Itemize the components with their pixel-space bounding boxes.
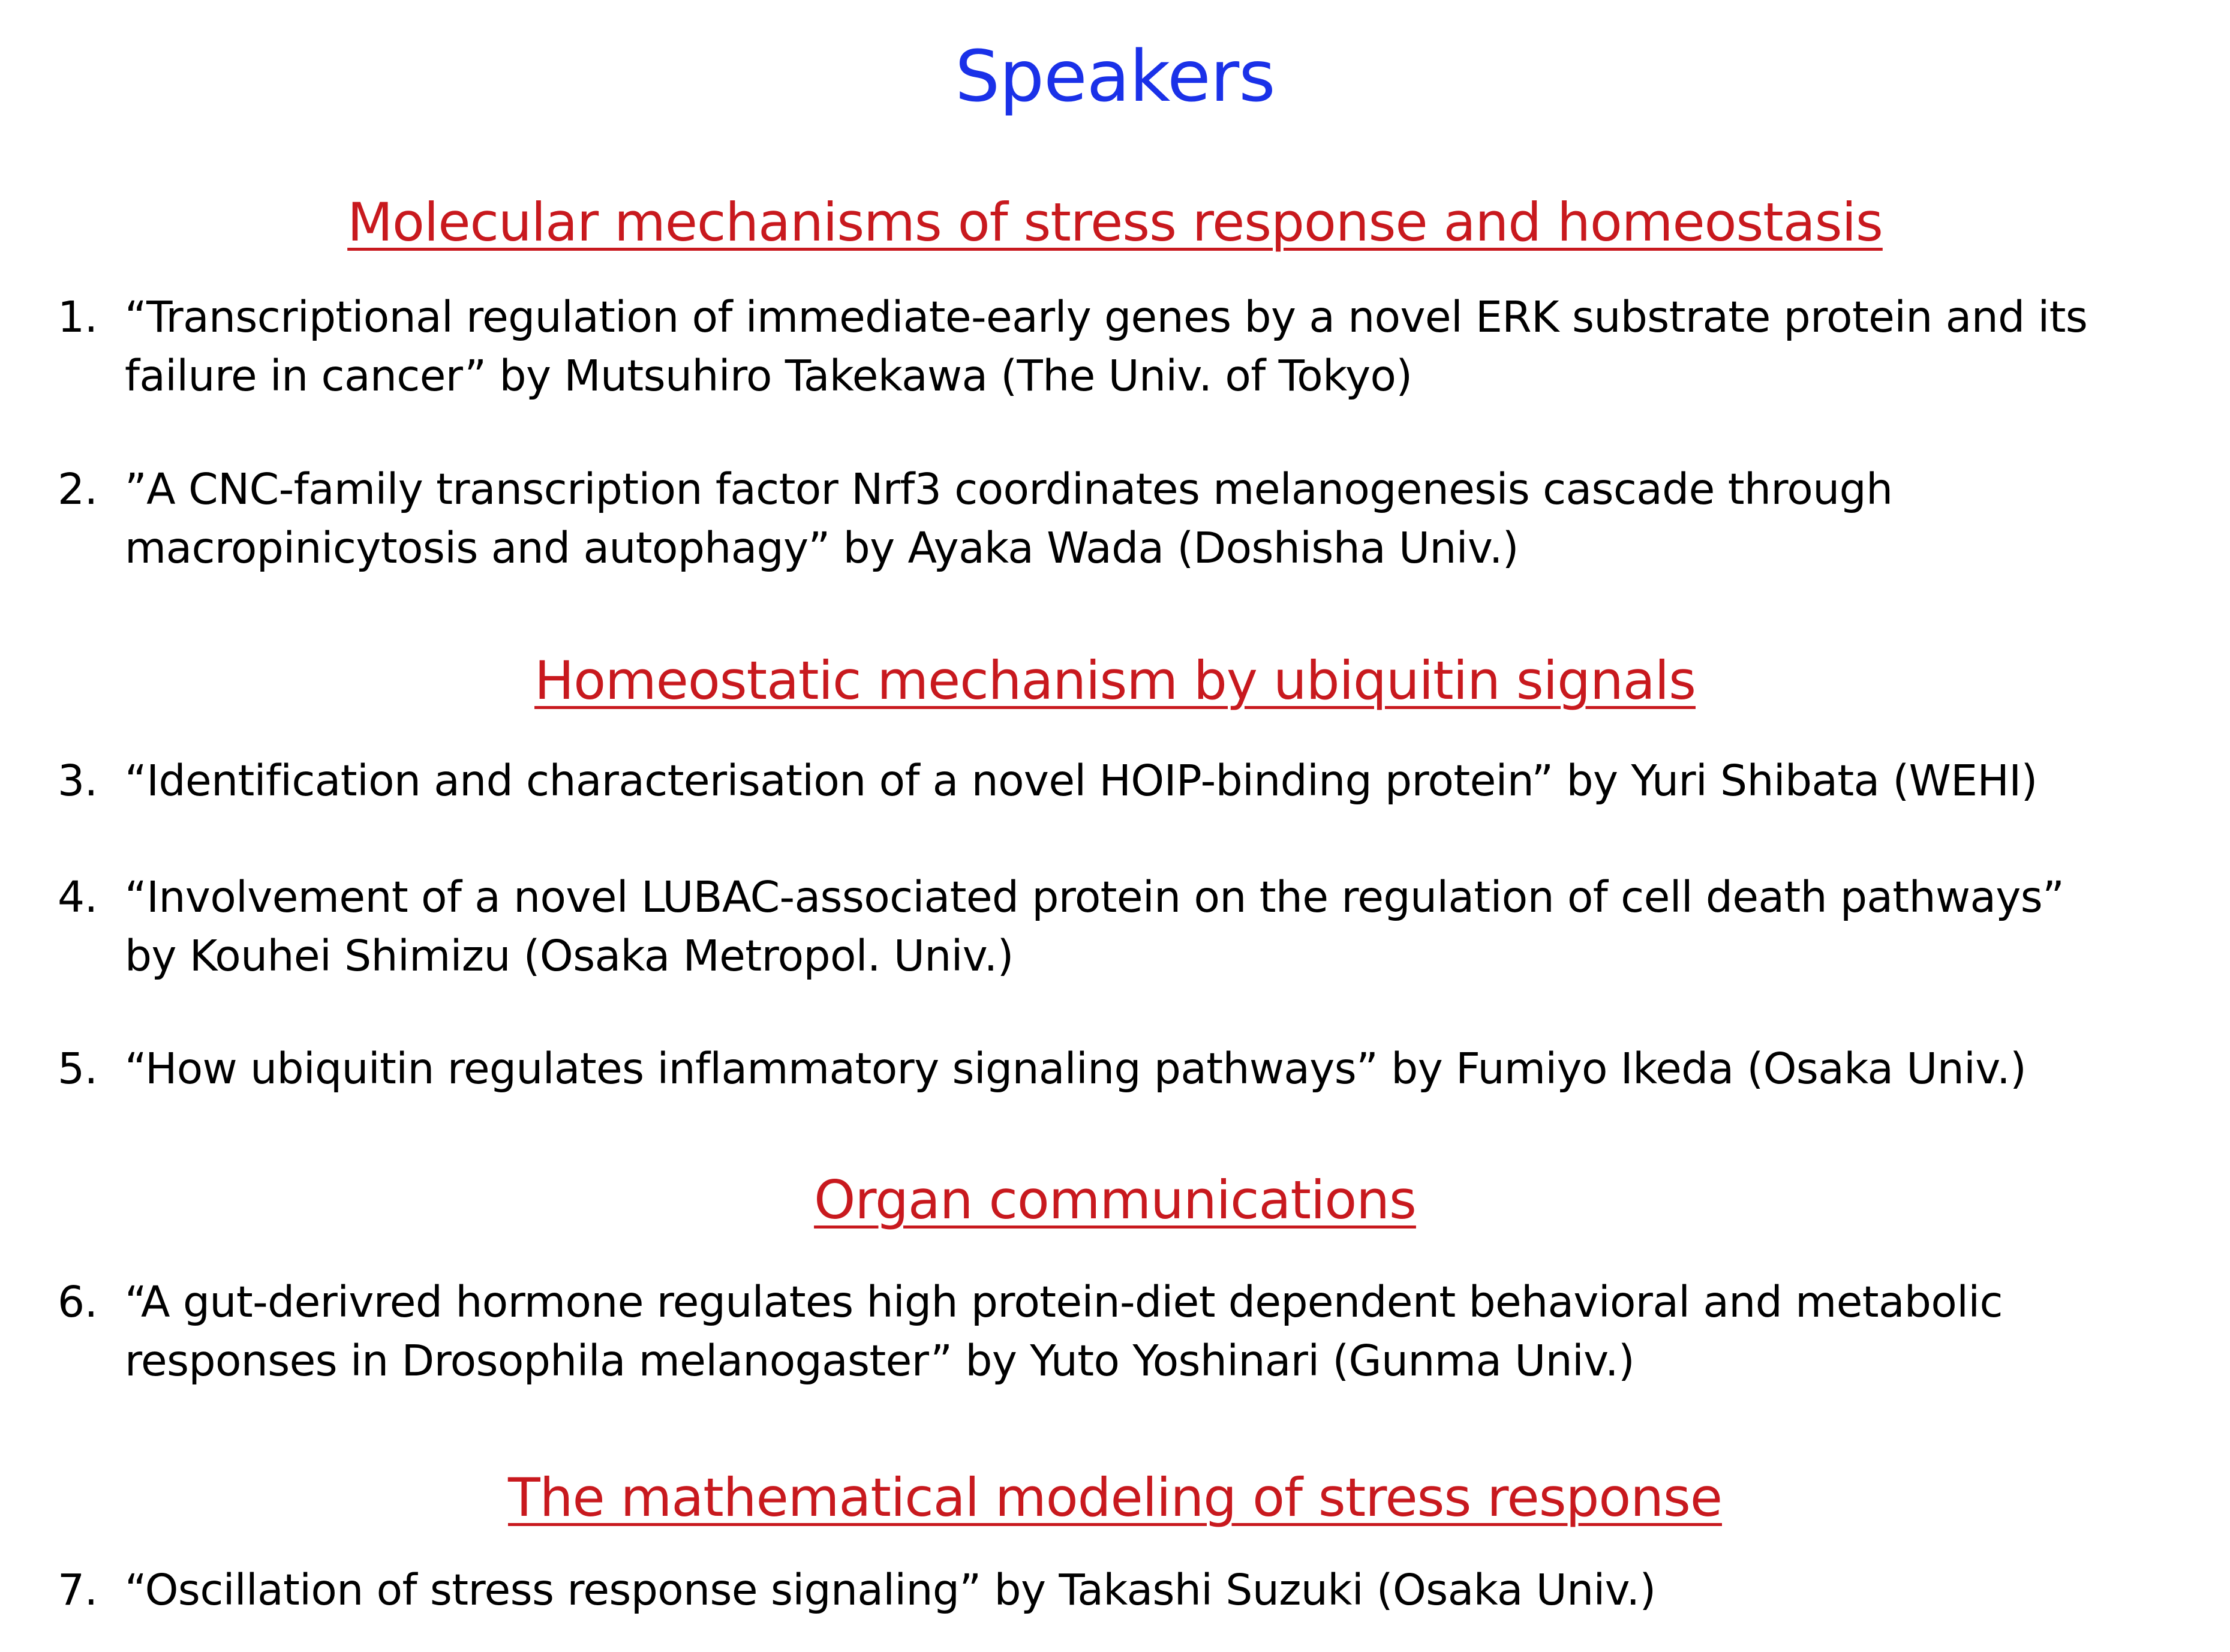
talk-item [58,752,2217,810]
talk-number: 7. [58,1565,98,1615]
talk-number: 2. [58,464,98,514]
talk-item [58,868,2217,986]
talk-number: 4. [58,872,98,922]
talk-item [58,1040,2217,1098]
section-heading-ubiquitin-signals: Homeostatic mechanism by ubiquitin signals [534,650,1696,711]
talk-text: “Identification and characterisation of a novel HOIP-binding protein” by Yuri Shibata (WEHI) [125,756,2037,806]
section-heading-mathematical-modeling: The mathematical modeling of stress response [508,1467,1722,1528]
page-title: Speakers [955,35,1275,118]
talk-text: “Transcriptional regulation of immediate-early genes by a novel ERK substrate protein and its failure in cancer” by Mutsuhiro Takekawa (The Univ. of Tokyo) [125,292,2088,401]
talk-number: 5. [58,1044,98,1094]
talk-text: “Involvement of a novel LUBAC-associated protein on the regulation of cell death pathways” by Kouhei Shimizu (Osaka Metropol. Univ.) [125,872,2064,981]
talk-text: “A gut-derivred hormone regulates high protein-diet dependent behavioral and metabolic responses in Drosophila melanogaster” by Yuto Yoshinari (Gunma Univ.) [125,1277,2003,1386]
talk-text: ”A CNC-family transcription factor Nrf3 coordinates melanogenesis cascade through macropinicytosis and autophagy” by Ayaka Wada (Doshisha Univ.) [125,464,1893,573]
section-heading-organ-communications: Organ communications [814,1169,1416,1231]
talk-item [58,460,2217,578]
talk-number: 3. [58,756,98,806]
talk-item [58,1561,2217,1620]
talk-number: 1. [58,292,98,342]
talk-item [58,288,2217,406]
talk-text: “How ubiquitin regulates inflammatory signaling pathways” by Fumiyo Ikeda (Osaka Univ.) [125,1044,2027,1094]
talk-text: “Oscillation of stress response signaling” by Takashi Suzuki (Osaka Univ.) [125,1565,1656,1615]
talk-item [58,1273,2217,1390]
talk-number: 6. [58,1277,98,1327]
section-heading-stress-homeostasis: Molecular mechanisms of stress response and homeostasis [347,191,1883,253]
